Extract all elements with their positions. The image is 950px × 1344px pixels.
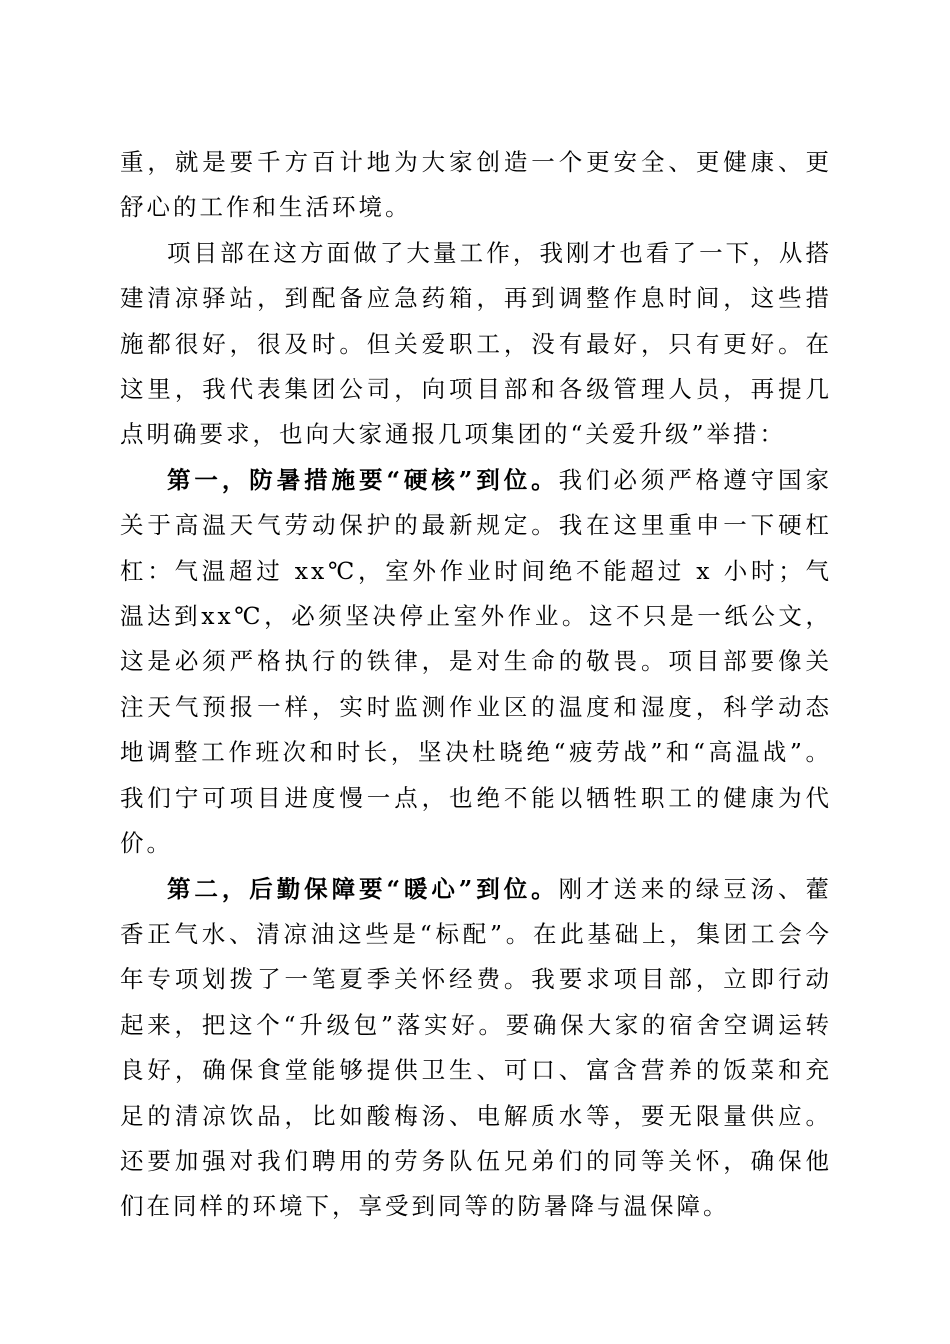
document-body xyxy=(120,140,832,1230)
paragraph-continuation xyxy=(120,140,832,231)
paragraph-second-point xyxy=(120,867,832,1230)
second-point-heading: 第二，后勤保障要“暖心”到位。 xyxy=(167,874,559,903)
paragraph-project-dept xyxy=(120,231,832,458)
paragraph-2-text: 项目部在这方面做了大量工作，我刚才也看了一下，从搭建清凉驿站，到配备应急药箱，再到调整作息时间，这些措施都很好，很及时。但关爱职工，没有最好，只有更好。在这里，我代表集团公司，向项目部和各级管理人员，再提几点明确要求，也向大家通报几项集团的“关爱升级”举措： xyxy=(120,238,832,449)
paragraph-first-point xyxy=(120,458,832,867)
first-point-heading: 第一，防暑措施要“硬核”到位。 xyxy=(167,465,559,494)
paragraph-1-text: 重，就是要千方百计地为大家创造一个更安全、更健康、更舒心的工作和生活环境。 xyxy=(120,148,832,222)
paragraph-4-text: 刚才送来的绿豆汤、藿香正气水、清凉油这些是“标配”。在此基础上，集团工会今年专项划拨了一笔夏季关怀经费。我要求项目部，立即行动起来，把这个“升级包”落实好。要确保大家的宿舍空调运转良好，确保食堂能够提供卫生、可口、富含营养的饭菜和充足的清凉饮品，比如酸梅汤、电解质水等，要无限量供应。还要加强对我们聘用的劳务队伍兄弟们的同等关怀，确保他们在同样的环境下，享受到同等的防暑降与温保障。 xyxy=(120,874,832,1221)
paragraph-3-text: 我们必须严格遵守国家关于高温天气劳动保护的最新规定。我在这里重申一下硬杠杠：气温超过 xx℃，室外作业时间绝不能超过 x 小时；气温达到xx℃，必须坚决停止室外作业。这不只是一纸公文，这是必须严格执行的铁律，是对生命的敬畏。项目部要像关注天气预报一样，实时监测作业区的温度和湿度，科学动态地调整工作班次和时长，坚决杜晓绝“疲劳战”和“高温战”。我们宁可项目进度慢一点，也绝不能以牺牲职工的健康为代价。 xyxy=(120,465,832,858)
